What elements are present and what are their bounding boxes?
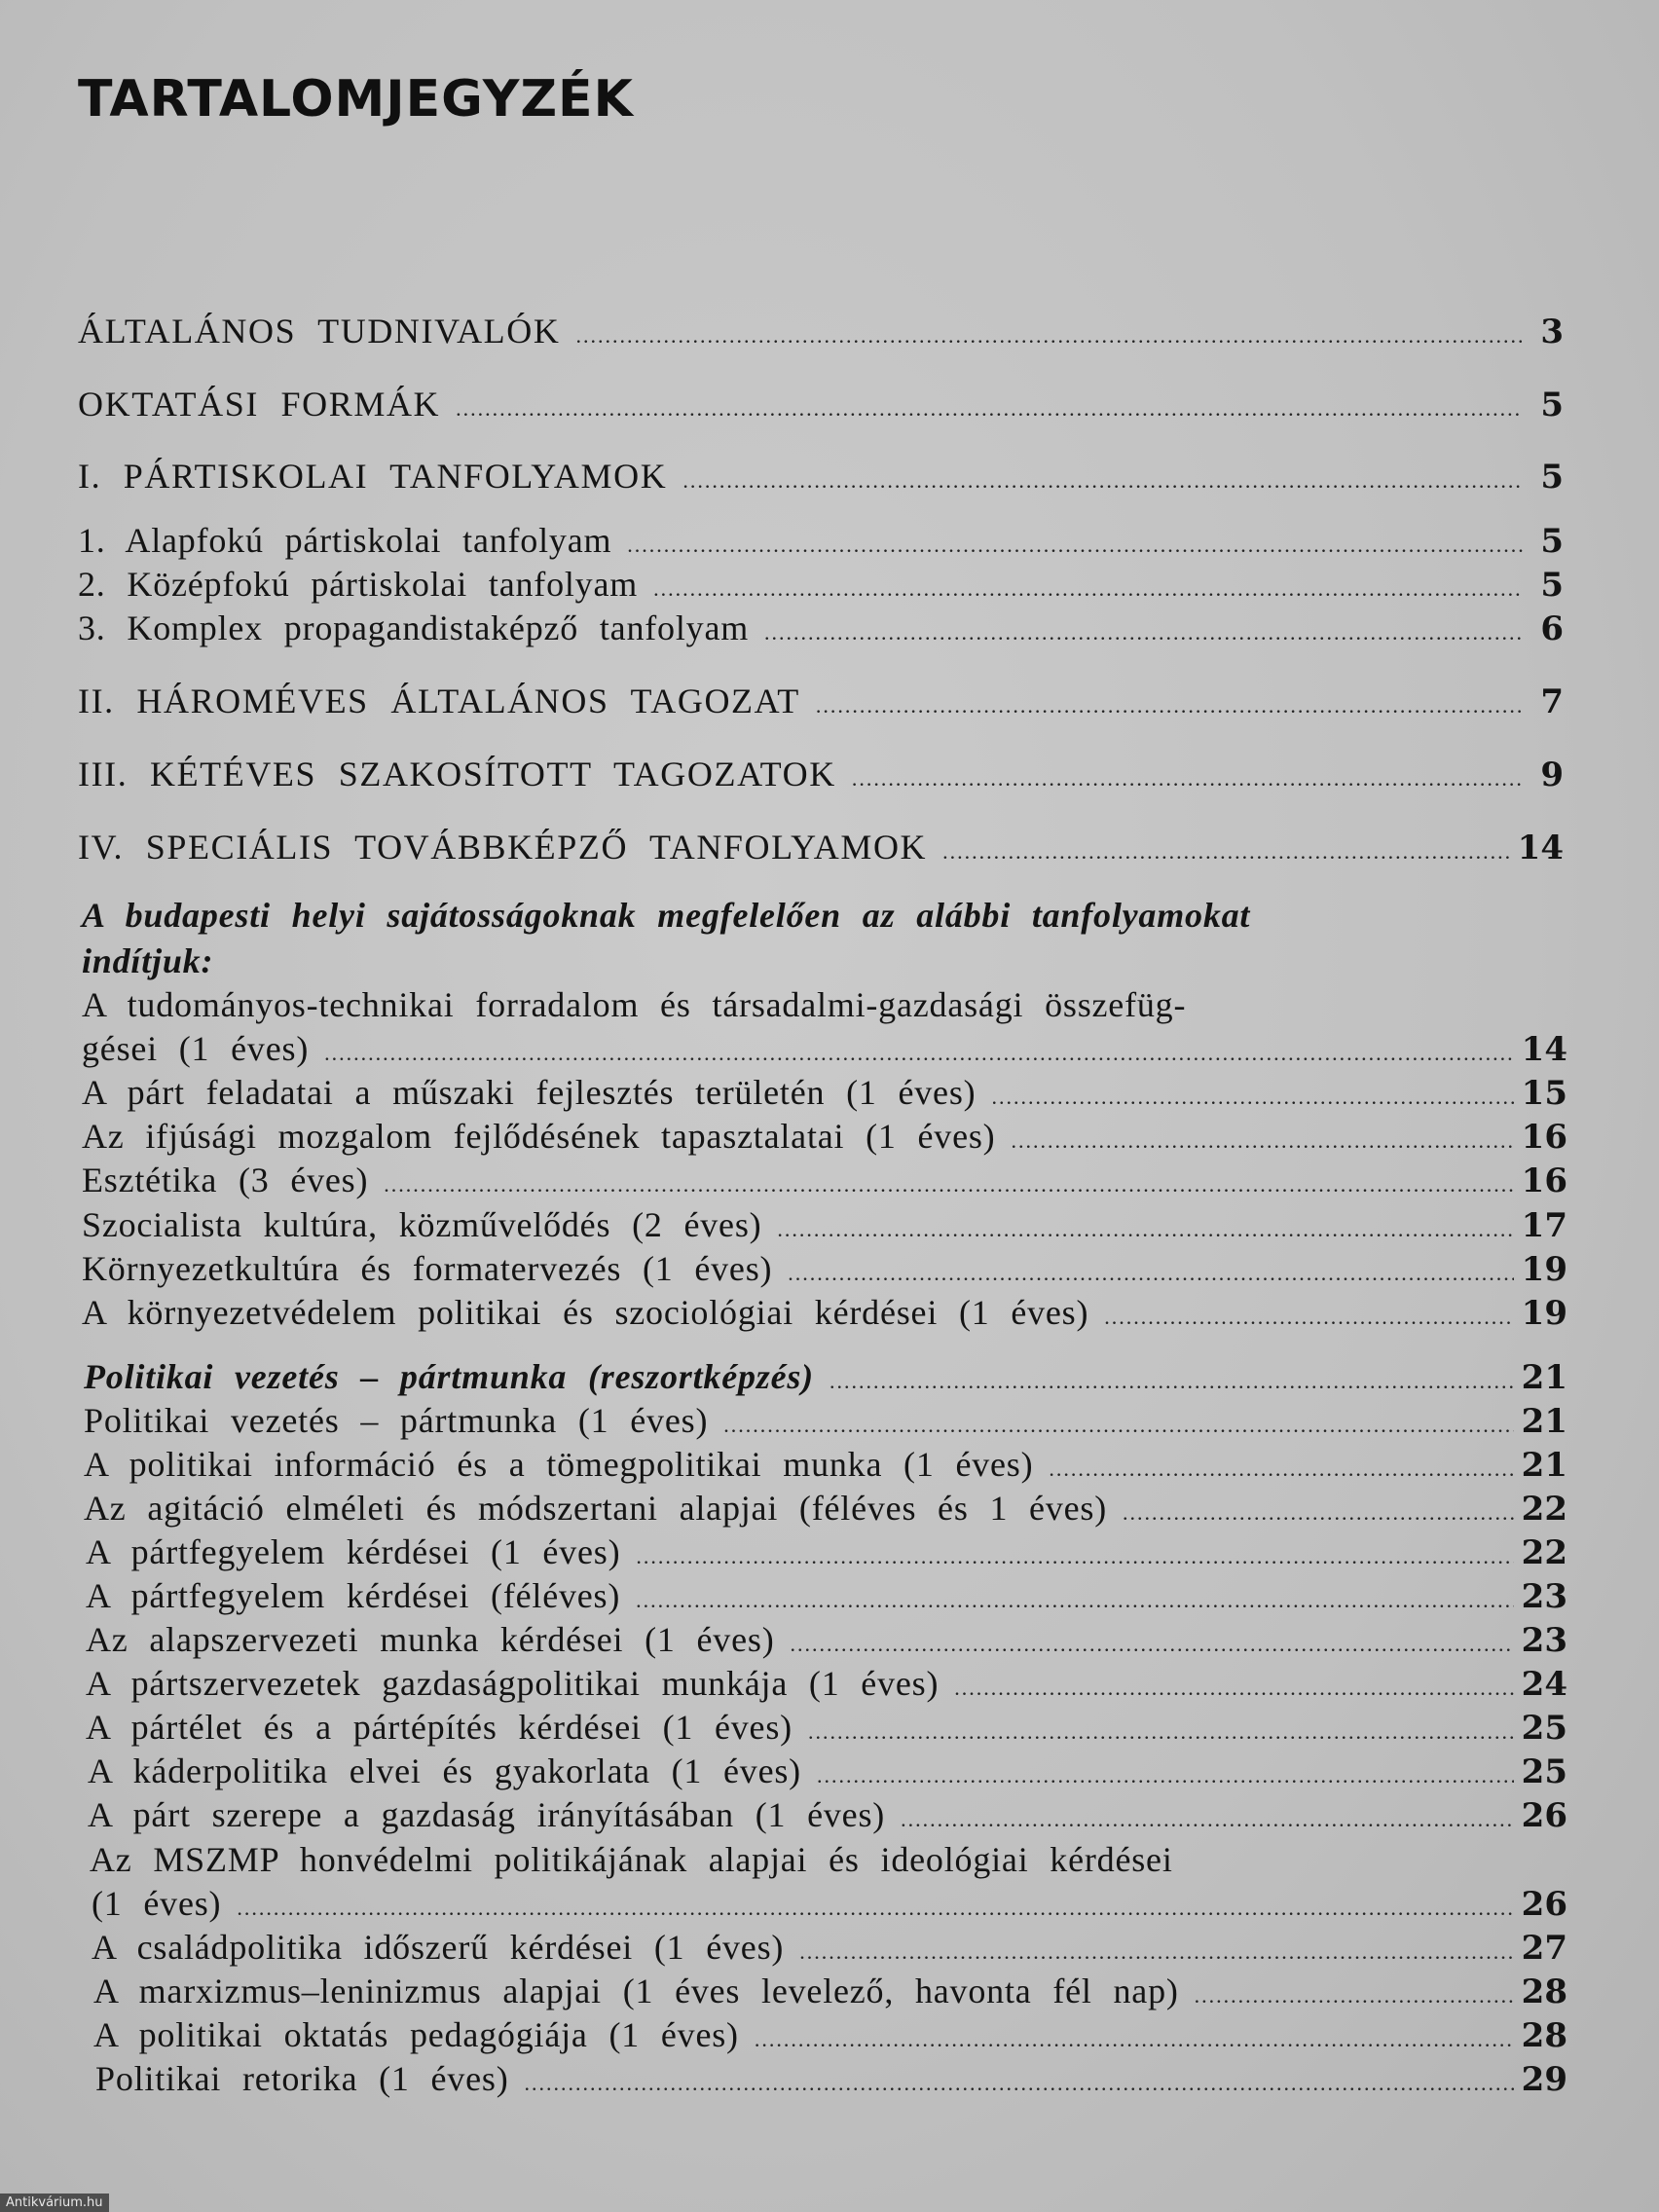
toc-entry-title: Az agitáció elméleti és módszertani alapjai (féléves és 1 éves) bbox=[84, 1489, 1107, 1528]
leader-dots bbox=[852, 757, 1523, 800]
toc-entry-title: A párt szerepe a gazdaság irányításában (1 éves) bbox=[88, 1795, 886, 1834]
leader-dots bbox=[525, 2062, 1514, 2105]
leader-dots bbox=[723, 1404, 1513, 1447]
toc-entry-title: OKTATÁSI FORMÁK bbox=[78, 385, 441, 424]
leader-dots bbox=[991, 1076, 1513, 1119]
leader-dots bbox=[1049, 1448, 1513, 1491]
toc-entry-title: A pártélet és a pártépítés kérdései (1 éves) bbox=[86, 1708, 793, 1747]
toc-entry-page: 28 bbox=[1521, 2016, 1567, 2055]
toc-entry-title: A káderpolitika elvei és gyakorlata (1 éves) bbox=[88, 1751, 801, 1790]
leader-dots bbox=[830, 1360, 1514, 1403]
toc-entry-page: 7 bbox=[1540, 682, 1564, 721]
toc-entry bbox=[86, 1530, 1567, 1573]
toc-entry-page: 27 bbox=[1521, 1929, 1567, 1968]
leader-dots bbox=[324, 1032, 1514, 1075]
toc-entry-title: A pártfegyelem kérdései (féléves) bbox=[86, 1576, 621, 1615]
toc-entry-page: 6 bbox=[1540, 609, 1564, 648]
toc-entry bbox=[88, 1793, 1567, 1836]
leader-dots bbox=[808, 1711, 1514, 1753]
leader-dots bbox=[816, 684, 1523, 727]
toc-entry-title: A pártszervezetek gazdaságpolitikai munkája (1 éves) bbox=[86, 1664, 940, 1703]
leader-dots bbox=[1195, 1974, 1514, 2017]
toc-entry-title: Esztétika (3 éves) bbox=[82, 1161, 369, 1199]
leader-dots bbox=[942, 830, 1510, 873]
toc-entry-title: (1 éves) bbox=[92, 1884, 222, 1923]
toc-entry bbox=[93, 1970, 1567, 2012]
toc-entry bbox=[78, 455, 1564, 498]
toc-entry-page: 22 bbox=[1521, 1533, 1567, 1572]
toc-entry bbox=[78, 310, 1564, 352]
leader-dots bbox=[627, 524, 1523, 567]
leader-dots bbox=[788, 1252, 1513, 1295]
toc-entry-title: A családpolitika időszerű kérdései (1 éves) bbox=[92, 1928, 785, 1967]
intro-line: indítjuk: bbox=[82, 941, 214, 980]
toc-entry-title: 2. Középfokú pártiskolai tanfolyam bbox=[78, 565, 639, 604]
toc-entry-page: 19 bbox=[1521, 1250, 1567, 1289]
toc-entry-title: III. KÉTÉVES SZAKOSÍTOTT TAGOZATOK bbox=[78, 755, 836, 793]
leader-dots bbox=[1104, 1296, 1513, 1339]
toc-entry bbox=[78, 563, 1564, 606]
toc-entry bbox=[86, 1574, 1567, 1617]
toc-entry bbox=[82, 1071, 1567, 1114]
toc-entry bbox=[78, 383, 1564, 425]
toc-entry-title: A politikai oktatás pedagógiája (1 éves) bbox=[93, 2015, 739, 2054]
toc-entry-page: 26 bbox=[1521, 1885, 1567, 1924]
leader-dots bbox=[575, 314, 1523, 357]
toc-entry-page: 21 bbox=[1521, 1402, 1567, 1441]
leader-dots bbox=[636, 1535, 1513, 1578]
toc-entry bbox=[78, 680, 1564, 722]
toc-entry bbox=[82, 1247, 1567, 1290]
leader-dots bbox=[791, 1623, 1514, 1666]
toc-entry-page: 5 bbox=[1540, 566, 1564, 605]
toc-entry bbox=[84, 1355, 1567, 1398]
leader-dots bbox=[237, 1887, 1513, 1930]
leader-dots bbox=[1123, 1492, 1514, 1534]
toc-entry-title: A marxizmus–leninizmus alapjai (1 éves levelező, havonta fél nap) bbox=[93, 1972, 1179, 2010]
toc-entry-page: 5 bbox=[1540, 458, 1564, 497]
toc-entry-title: IV. SPECIÁLIS TOVÁBBKÉPZŐ TANFOLYAMOK bbox=[78, 828, 928, 866]
watermark: Antikvárium.hu bbox=[0, 2194, 109, 2212]
toc-entry bbox=[92, 1926, 1567, 1969]
leader-dots bbox=[954, 1667, 1513, 1710]
toc-entry-title: I. PÁRTISKOLAI TANFOLYAMOK bbox=[78, 457, 668, 496]
toc-entry-page: 14 bbox=[1517, 829, 1564, 867]
toc-entry-title: Szocialista kultúra, közművelődés (2 éves) bbox=[82, 1205, 762, 1244]
toc-entry bbox=[78, 753, 1564, 795]
toc-entry-page: 15 bbox=[1521, 1074, 1567, 1113]
toc-entry bbox=[82, 1291, 1567, 1334]
toc-entry bbox=[92, 1882, 1567, 1925]
toc-entry-page: 21 bbox=[1521, 1446, 1567, 1485]
toc-entry-title: A párt feladatai a műszaki fejlesztés területén (1 éves) bbox=[82, 1073, 977, 1112]
toc-entry-page: 5 bbox=[1540, 522, 1564, 561]
leader-dots bbox=[1011, 1120, 1513, 1162]
toc-entry-page: 22 bbox=[1521, 1490, 1567, 1529]
toc-entry-first-line: A tudományos-technikai forradalom és társadalmi-gazdasági összefüg- bbox=[82, 985, 1187, 1024]
toc-entry-title: 1. Alapfokú pártiskolai tanfolyam bbox=[78, 521, 612, 560]
toc-entry-page: 9 bbox=[1540, 756, 1564, 794]
toc-entry-title: A környezetvédelem politikai és szociológiai kérdései (1 éves) bbox=[82, 1293, 1089, 1332]
toc-entry bbox=[84, 1399, 1567, 1442]
toc-entry-title: A pártfegyelem kérdései (1 éves) bbox=[86, 1532, 621, 1571]
page-title: TARTALOMJEGYZÉK bbox=[78, 70, 634, 129]
toc-entry bbox=[78, 519, 1564, 562]
toc-entry-title: Politikai vezetés – pártmunka (1 éves) bbox=[84, 1401, 709, 1440]
toc-entry bbox=[84, 1443, 1567, 1486]
toc-entry-title: Politikai vezetés – pártmunka (reszortképzés) bbox=[84, 1357, 814, 1396]
leader-dots bbox=[636, 1579, 1514, 1622]
toc-entry-title: 3. Komplex propagandistaképző tanfolyam bbox=[78, 608, 750, 647]
toc-entry-page: 14 bbox=[1521, 1030, 1567, 1069]
toc-entry-page: 16 bbox=[1521, 1118, 1567, 1157]
toc-entry-page: 19 bbox=[1521, 1294, 1567, 1333]
toc-entry bbox=[82, 1115, 1567, 1158]
toc-entry-title: II. HÁROMÉVES ÁLTALÁNOS TAGOZAT bbox=[78, 682, 800, 720]
toc-entry bbox=[88, 1750, 1567, 1792]
toc-entry-title: ÁLTALÁNOS TUDNIVALÓK bbox=[78, 312, 561, 350]
leader-dots bbox=[682, 460, 1523, 502]
toc-entry-page: 25 bbox=[1521, 1752, 1567, 1791]
toc-entry-first-line: Az MSZMP honvédelmi politikájának alapjai és ideológiai kérdései bbox=[90, 1840, 1173, 1879]
toc-entry-title: Politikai retorika (1 éves) bbox=[95, 2059, 509, 2098]
toc-entry bbox=[86, 1662, 1567, 1705]
leader-dots bbox=[653, 568, 1523, 610]
toc-entry bbox=[82, 1027, 1567, 1070]
leader-dots bbox=[456, 387, 1523, 430]
toc-entry bbox=[95, 2057, 1567, 2100]
toc-entry-page: 24 bbox=[1521, 1665, 1567, 1704]
toc-entry bbox=[82, 1203, 1567, 1246]
toc-entry bbox=[93, 2013, 1567, 2056]
toc-entry-title: Az ifjúsági mozgalom fejlődésének tapasztalatai (1 éves) bbox=[82, 1117, 996, 1156]
toc-entry bbox=[82, 1159, 1567, 1201]
toc-entry-title: gései (1 éves) bbox=[82, 1029, 310, 1068]
leader-dots bbox=[901, 1798, 1514, 1841]
toc-entry-page: 23 bbox=[1521, 1577, 1567, 1616]
toc-entry bbox=[78, 607, 1564, 649]
leader-dots bbox=[777, 1208, 1513, 1251]
toc-entry-title: A politikai információ és a tömegpolitikai munka (1 éves) bbox=[84, 1445, 1034, 1484]
leader-dots bbox=[755, 2018, 1514, 2061]
toc-entry-page: 28 bbox=[1521, 1972, 1567, 2011]
toc-entry bbox=[86, 1706, 1567, 1749]
toc-entry-page: 5 bbox=[1540, 386, 1564, 424]
toc-entry-page: 29 bbox=[1521, 2060, 1567, 2099]
toc-entry-page: 21 bbox=[1521, 1358, 1567, 1397]
toc-entry-page: 25 bbox=[1521, 1709, 1567, 1748]
toc-entry bbox=[86, 1618, 1567, 1661]
intro-line: A budapesti helyi sajátosságoknak megfelelően az alábbi tanfolyamokat bbox=[82, 896, 1251, 935]
toc-entry-title: Az alapszervezeti munka kérdései (1 éves) bbox=[86, 1620, 775, 1659]
leader-dots bbox=[799, 1931, 1513, 1973]
leader-dots bbox=[817, 1754, 1514, 1797]
leader-dots bbox=[384, 1163, 1513, 1206]
toc-entry-title: Környezetkultúra és formatervezés (1 éves) bbox=[82, 1249, 773, 1288]
toc-entry-page: 17 bbox=[1521, 1206, 1567, 1245]
toc-entry-page: 16 bbox=[1521, 1161, 1567, 1200]
toc-entry-page: 26 bbox=[1521, 1796, 1567, 1835]
toc-entry-page: 3 bbox=[1540, 313, 1564, 351]
leader-dots bbox=[764, 611, 1523, 654]
toc-entry-page: 23 bbox=[1521, 1621, 1567, 1660]
toc-entry bbox=[78, 826, 1564, 868]
toc-entry bbox=[84, 1487, 1567, 1530]
